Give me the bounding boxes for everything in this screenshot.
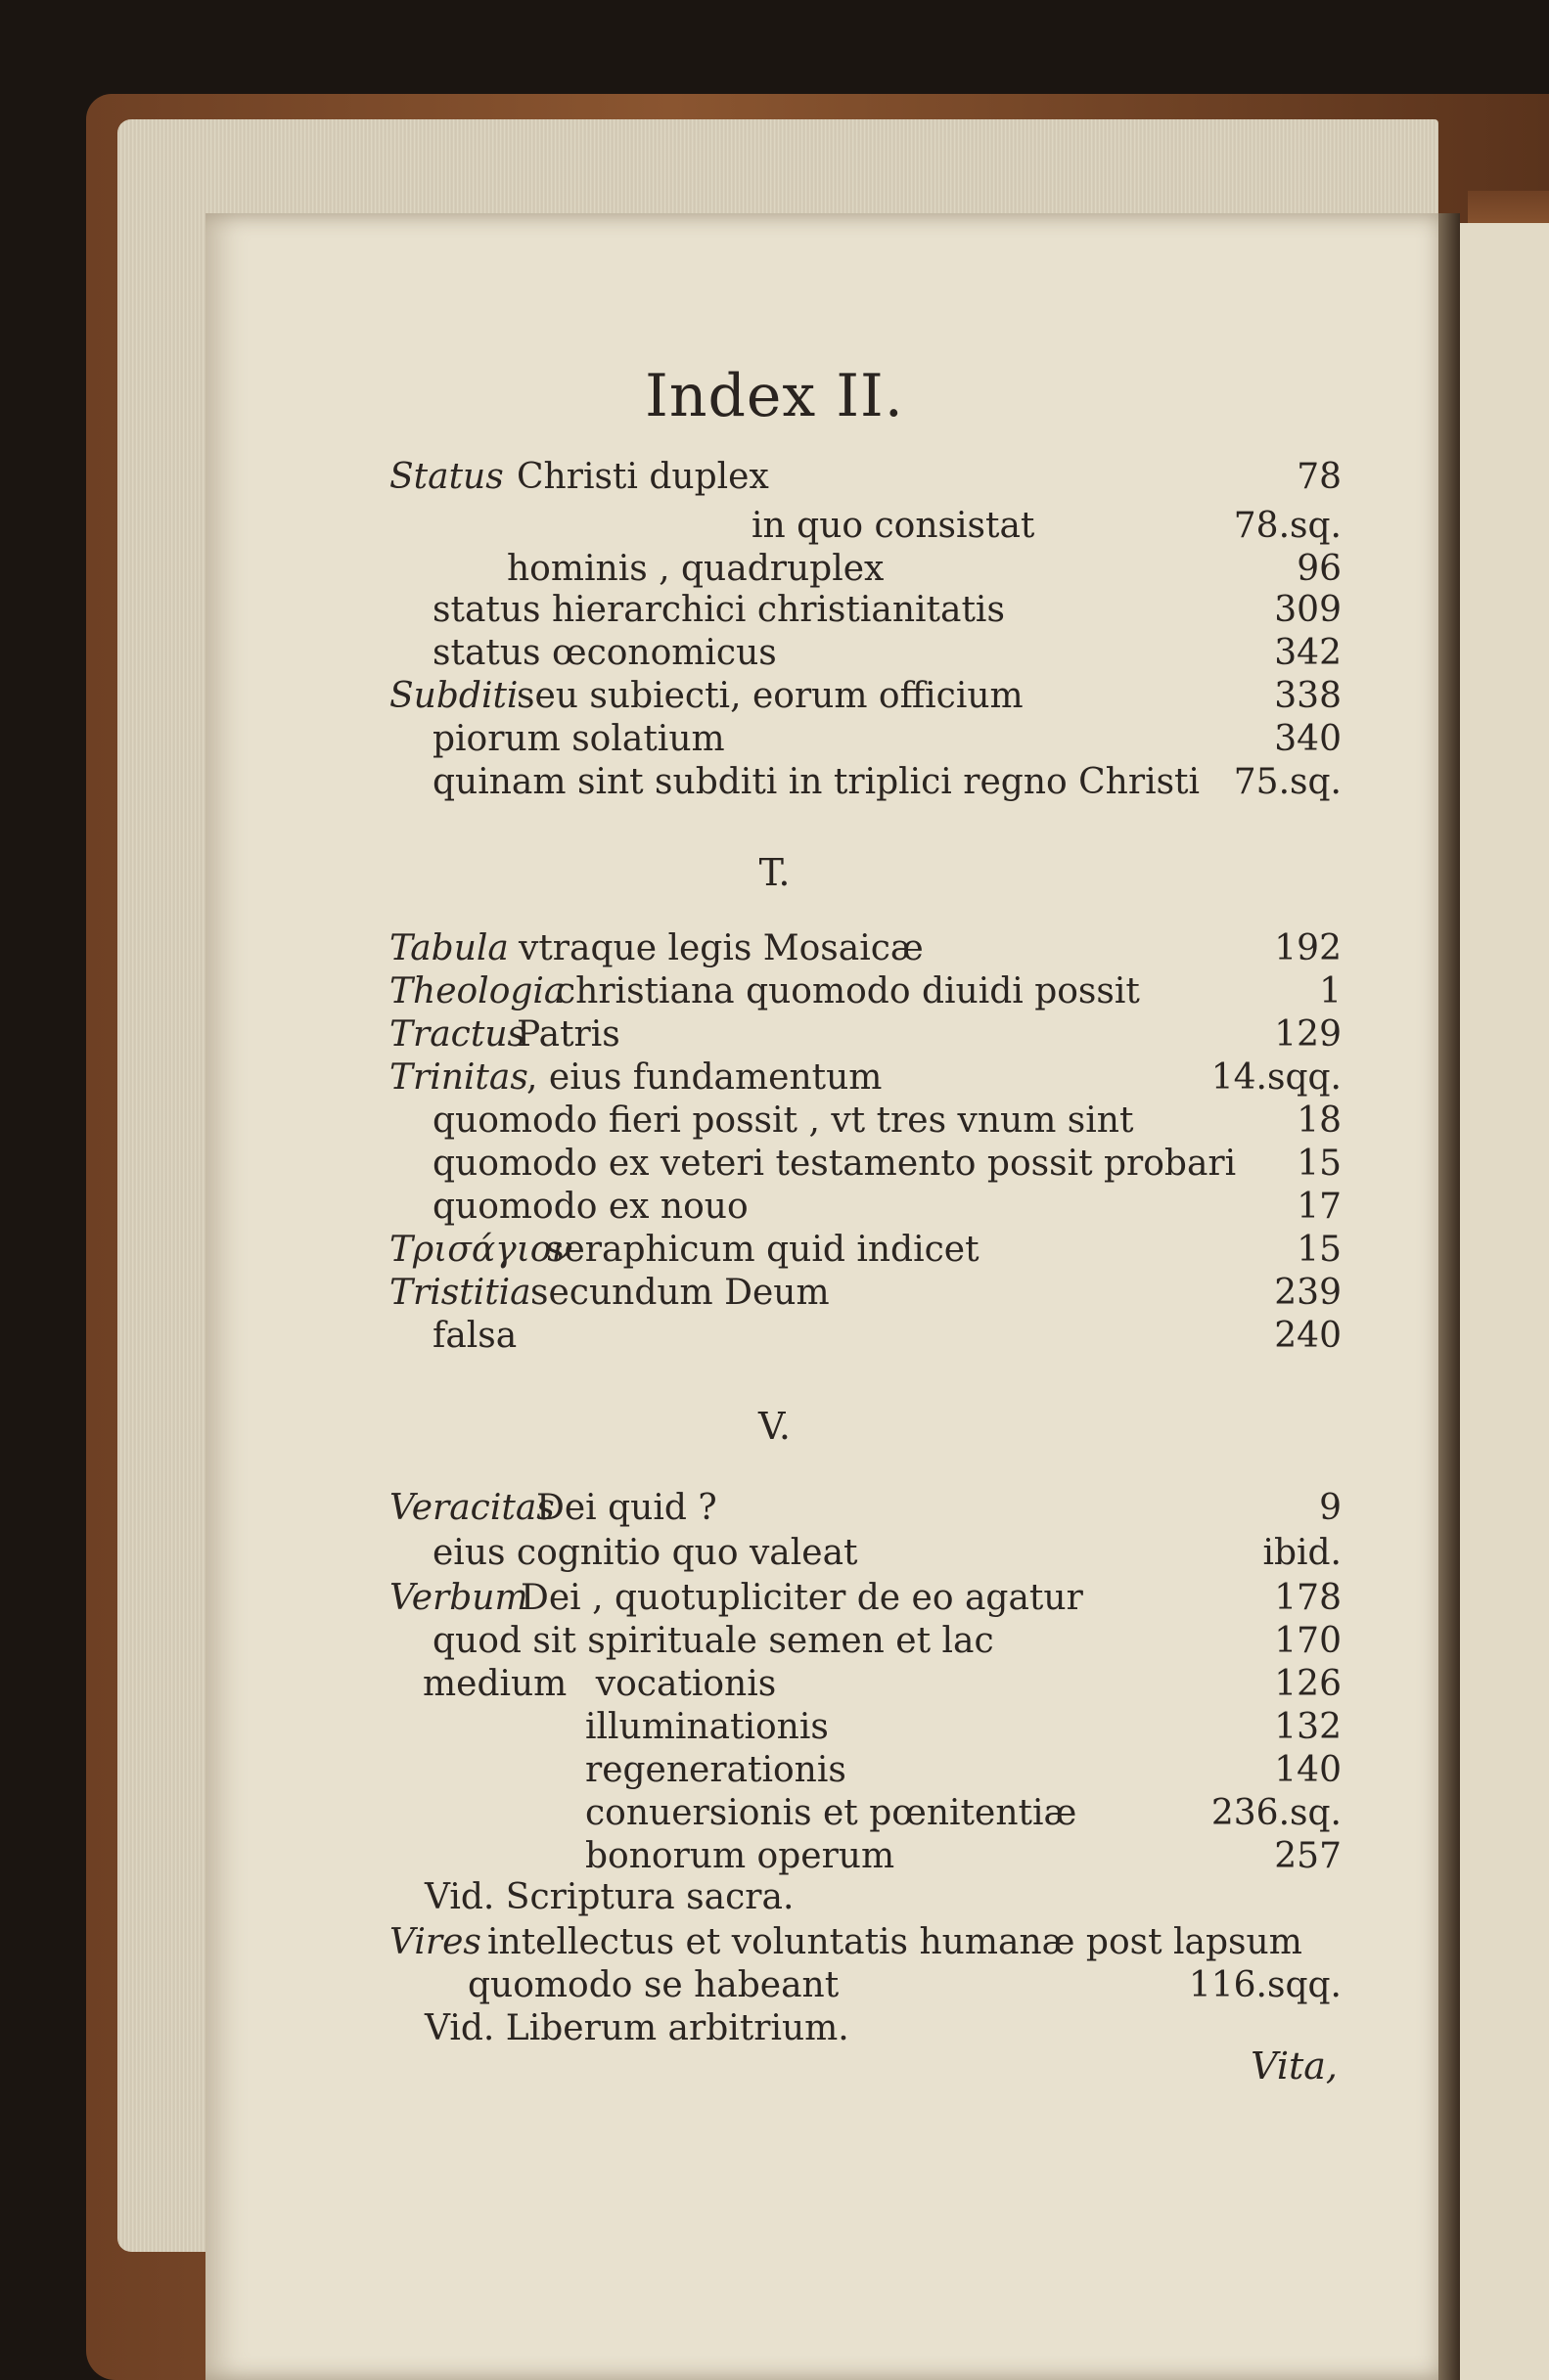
entry-text: quinam sint subditi in triplici regno Christi (433, 762, 1201, 802)
entry-keyword: Verbum (389, 1578, 528, 1618)
page-title: Index II. (645, 362, 904, 430)
entry-text: seraphicum quid indicet (546, 1230, 980, 1270)
entry-page: 75.sq. (1233, 762, 1342, 802)
index-entry (0, 1749, 1549, 1796)
entry-keyword: Tabula (389, 928, 509, 968)
entry-text: piorum solatium (433, 719, 725, 759)
index-entry (0, 1663, 1549, 1710)
entry-page: 78.sq. (1233, 506, 1342, 546)
index-entry (0, 1835, 1549, 1882)
index-entry (0, 1964, 1549, 2011)
index-entry (0, 1056, 1549, 1103)
entry-text: quomodo ex nouo (433, 1187, 749, 1227)
entry-page: 239 (1274, 1273, 1342, 1313)
entry-text: Patris (517, 1014, 620, 1055)
entry-page: 236.sq. (1210, 1793, 1342, 1833)
index-entry (0, 1620, 1549, 1667)
entry-page: 15 (1297, 1230, 1342, 1270)
section-letter-v: V. (758, 1405, 791, 1448)
entry-text: medium vocationis (423, 1664, 777, 1704)
entry-text: falsa (433, 1316, 518, 1356)
entry-page: 338 (1274, 676, 1342, 716)
index-entry (0, 1577, 1549, 1624)
entry-text: conuersionis et pœnitentiæ (585, 1793, 1077, 1833)
entry-text: seu subiecti, eorum officium (517, 676, 1024, 716)
entry-page: 170 (1274, 1621, 1342, 1661)
index-entry (0, 456, 1549, 503)
index-entry (0, 718, 1549, 765)
index-entry (0, 505, 1549, 552)
entry-page: 17 (1297, 1187, 1342, 1227)
entry-page: 340 (1274, 719, 1342, 759)
index-entry (0, 970, 1549, 1017)
entry-keyword: Trinitas (389, 1057, 528, 1098)
entry-text: vtraque legis Mosaicæ (519, 928, 924, 968)
index-entry (0, 1272, 1549, 1319)
entry-keyword: Τρισάγιον (389, 1230, 573, 1270)
index-entry (0, 1792, 1549, 1839)
entry-keyword: Tristitia (389, 1273, 531, 1313)
section-letter-t: T. (758, 851, 791, 894)
entry-page: 309 (1274, 590, 1342, 630)
index-entry (0, 1487, 1549, 1534)
entry-page: 240 (1274, 1316, 1342, 1356)
entry-text: in quo consistat (752, 506, 1035, 546)
entry-text: christiana quomodo diuidi possit (556, 971, 1140, 1011)
entry-keyword: Tractus (389, 1014, 525, 1055)
index-entry (0, 632, 1549, 679)
index-entry (0, 1143, 1549, 1190)
entry-page: 18 (1297, 1100, 1342, 1141)
entry-page: 1 (1319, 971, 1342, 1011)
entry-page: 192 (1274, 928, 1342, 968)
index-entry (0, 1013, 1549, 1060)
entry-text: quomodo se habeant (468, 1965, 840, 2005)
entry-page: 178 (1274, 1578, 1342, 1618)
entry-page: 14.sqq. (1210, 1057, 1342, 1098)
entry-page: 140 (1274, 1750, 1342, 1790)
entry-text: Vid. Liberum arbitrium. (425, 2008, 849, 2048)
index-entry (0, 927, 1549, 974)
entry-keyword: Veracitas (389, 1488, 555, 1528)
entry-page: 116.sqq. (1188, 1965, 1342, 2005)
index-entry (0, 1876, 1549, 1923)
index-entry (0, 761, 1549, 808)
entry-text: bonorum operum (585, 1836, 895, 1876)
entry-text: quomodo ex veteri testamento possit probari (433, 1144, 1237, 1184)
entry-text: Vid. Scriptura sacra. (425, 1877, 795, 1917)
entry-text: Dei quid ? (536, 1488, 717, 1528)
entry-keyword: Theologia (389, 971, 566, 1011)
index-entry (0, 1532, 1549, 1579)
index-entry (0, 548, 1549, 595)
index-entry (0, 1315, 1549, 1362)
entry-page: 342 (1274, 633, 1342, 673)
entry-text: Christi duplex (517, 457, 769, 497)
entry-text: status œconomicus (433, 633, 777, 673)
entry-page: 126 (1274, 1664, 1342, 1704)
index-entry (0, 675, 1549, 722)
entry-text: , eius fundamentum (526, 1057, 883, 1098)
entry-text: regenerationis (585, 1750, 846, 1790)
entry-page: 132 (1274, 1707, 1342, 1747)
index-entry (0, 1706, 1549, 1753)
entry-page: 15 (1297, 1144, 1342, 1184)
entry-page: 96 (1297, 549, 1342, 589)
entry-page: 129 (1274, 1014, 1342, 1055)
entry-text: Dei , quotupliciter de eo agatur (521, 1578, 1083, 1618)
catchword: Vita, (1251, 2044, 1338, 2088)
index-entry (0, 589, 1549, 636)
entry-text: secundum Deum (530, 1273, 830, 1313)
entry-page: 78 (1297, 457, 1342, 497)
entry-keyword: Vires (389, 1922, 481, 1962)
index-entry (0, 1100, 1549, 1146)
index-entry (0, 1186, 1549, 1233)
entry-keyword: Status (389, 457, 504, 497)
entry-text: quomodo fieri possit , vt tres vnum sint (433, 1100, 1134, 1141)
entry-text: illuminationis (585, 1707, 829, 1747)
entry-page: ibid. (1262, 1533, 1342, 1573)
entry-text: quod sit spirituale semen et lac (433, 1621, 994, 1661)
entry-text: intellectus et voluntatis humanæ post lapsum (487, 1922, 1302, 1962)
entry-text: hominis , quadruplex (507, 549, 885, 589)
entry-text: status hierarchici christianitatis (433, 590, 1005, 630)
entry-page: 257 (1274, 1836, 1342, 1876)
entry-text: eius cognitio quo valeat (433, 1533, 858, 1573)
index-entry (0, 1229, 1549, 1276)
entry-keyword: Subditi (389, 676, 519, 716)
entry-page: 9 (1319, 1488, 1342, 1528)
index-entry (0, 1921, 1549, 1968)
